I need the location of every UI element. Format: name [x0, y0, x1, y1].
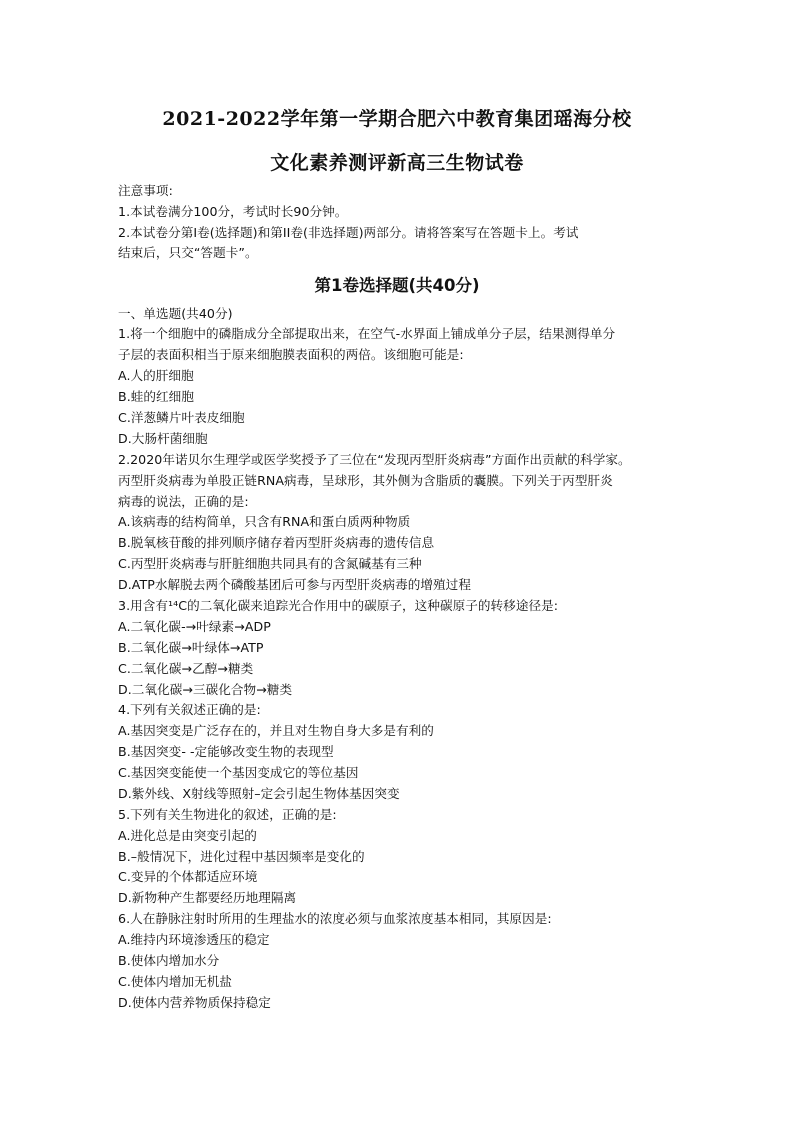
question-option: A.维持内环境渗透压的稳定	[118, 932, 270, 947]
question-stem: 病毒的说法，正确的是:	[118, 494, 249, 509]
question-option: C.使体内增加无机盐	[118, 974, 233, 989]
question-option: D.ATP水解脱去两个磷酸基团后可参与丙型肝炎病毒的增殖过程	[118, 577, 471, 592]
question-stem: 丙型肝炎病毒为单股正链RNA病毒，呈球形，其外侧为含脂质的囊膜。下列关于丙型肝炎	[118, 473, 613, 488]
question-stem: 子层的表面积相当于原来细胞膜表面积的两倍。该细胞可能是:	[118, 347, 464, 362]
section-subtitle: 一、单选题(共40分)	[118, 306, 233, 321]
question-option: D.紫外线、X射线等照射–定会引起生物体基因突变	[118, 786, 400, 801]
note-item-2: 2.本试卷分第I卷(选择题)和第II卷(非选择题)两部分。请将答案写在答题卡上。考试	[118, 225, 579, 240]
question-option: B.二氧化碳→叶绿体→ATP	[118, 640, 264, 655]
notes-heading: 注意事项:	[118, 183, 173, 198]
question-option: C.丙型肝炎病毒与肝脏细胞共同具有的含氮碱基有三种	[118, 556, 422, 571]
question-option: B.基因突变- -定能够改变生物的表现型	[118, 744, 334, 759]
question-option: A.基因突变是广泛存在的，并且对生物自身大多是有利的	[118, 723, 434, 738]
question-option: D.二氧化碳→三碳化合物→糖类	[118, 682, 293, 697]
note-item-2-cont: 结束后，只交“答题卡”。	[118, 245, 258, 260]
question-stem: 4.下列有关叙述正确的是:	[118, 702, 261, 717]
question-stem: 2.2020年诺贝尔生理学或医学奖授予了三位在“发现丙型肝炎病毒”方面作出贡献的科学家。	[118, 452, 631, 467]
question-option: A.该病毒的结构简单，只含有RNA和蛋白质两种物质	[118, 514, 411, 529]
question-stem: 3.用含有¹⁴C的二氧化碳来追踪光合作用中的碳原子，这种碳原子的转移途径是:	[118, 598, 559, 613]
question-option: D.大肠杆菌细胞	[118, 431, 208, 446]
question-option: D.使体内营养物质保持稳定	[118, 995, 271, 1010]
question-option: D.新物种产生都要经历地理隔离	[118, 890, 297, 905]
question-option: C.基因突变能使一个基因变成它的等位基因	[118, 765, 359, 780]
question-option: B.蛙的红细胞	[118, 389, 194, 404]
question-option: B.脱氧核苷酸的排列顺序储存着丙型肝炎病毒的遗传信息	[118, 535, 435, 550]
question-option: A.人的肝细胞	[118, 368, 194, 383]
question-stem: 1.将一个细胞中的磷脂成分全部提取出来，在空气-水界面上铺成单分子层，结果测得单分	[118, 326, 616, 341]
question-option: B.使体内增加水分	[118, 953, 220, 968]
question-option: C.变异的个体都适应环境	[118, 869, 258, 884]
question-option: C.二氧化碳→乙醇→糖类	[118, 661, 254, 676]
question-option: A.进化总是由突变引起的	[118, 828, 257, 843]
question-stem: 6.人在静脉注射时所用的生理盐水的浓度必须与血浆浓度基本相同，其原因是:	[118, 911, 552, 926]
question-stem: 5.下列有关生物进化的叙述，正确的是:	[118, 807, 337, 822]
exam-title-line1: 2021-2022学年第一学期合肥六中教育集团瑶海分校	[162, 108, 632, 130]
note-item-1: 1.本试卷满分100分，考试时长90分钟。	[118, 204, 348, 219]
question-option: A.二氧化碳-→叶绿素→ADP	[118, 619, 271, 634]
section-title: 第1卷选择题(共40分)	[314, 276, 480, 295]
question-option: C.洋葱鳞片叶表皮细胞	[118, 410, 245, 425]
exam-title-line2: 文化素养测评新高三生物试卷	[270, 152, 524, 174]
question-option: B.–般情况下，进化过程中基因频率是变化的	[118, 849, 365, 864]
